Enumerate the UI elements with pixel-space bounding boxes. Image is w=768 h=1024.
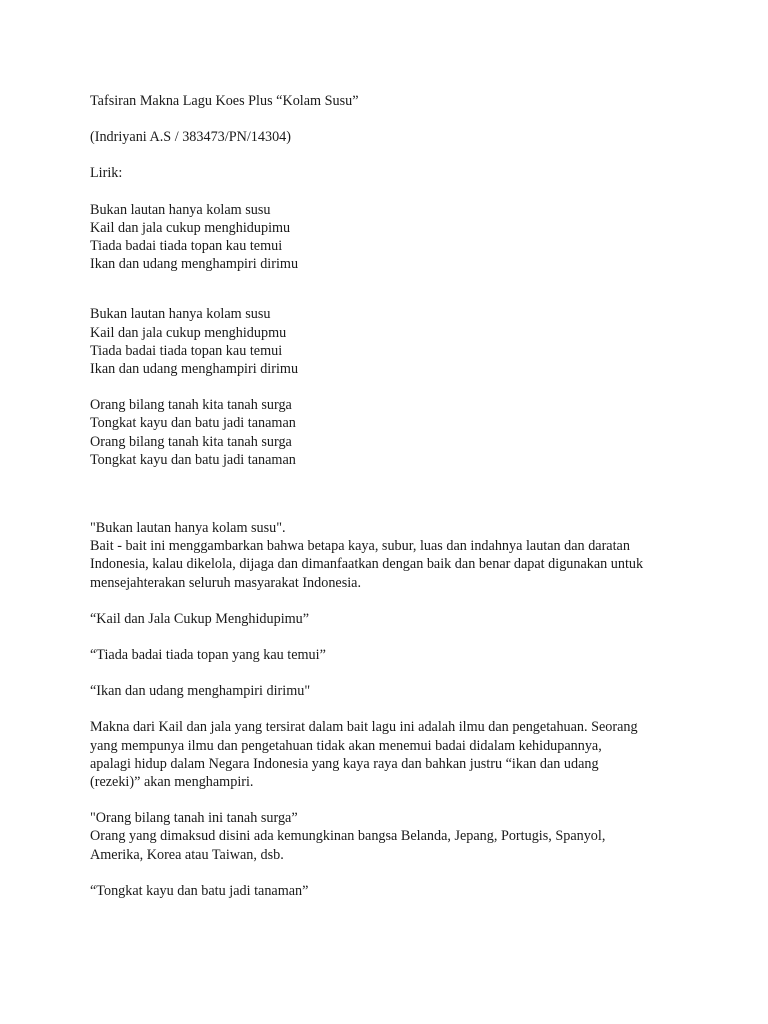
lyric-line: Ikan dan udang menghampiri dirimu <box>90 256 299 273</box>
paragraph-line: (rezeki)” akan menghampiri. <box>90 774 254 791</box>
lyric-line: Tongkat kayu dan batu jadi tanaman <box>90 451 296 468</box>
lyrics-verse-3 <box>90 396 730 469</box>
paragraph-line: Indonesia, kalau dikelola, dijaga dan dimanfaatkan dengan baik dan benar dapat digunakan untuk <box>90 556 644 573</box>
author-line: (Indriyani A.S / 383473/PN/14304) <box>90 129 291 146</box>
document-title: Tafsiran Makna Lagu Koes Plus “Kolam Susu” <box>90 93 359 109</box>
lyric-line: Tiada badai tiada topan kau temui <box>90 238 283 255</box>
lyric-line: Orang bilang tanah kita tanah surga <box>90 397 292 414</box>
section-quote: “Tongkat kayu dan batu jadi tanaman” <box>90 882 309 899</box>
section-quote: “Ikan dan udang menghampiri dirimu" <box>90 683 311 700</box>
section-quote: “Kail dan Jala Cukup Menghidupimu” <box>90 610 310 627</box>
section-quote: "Orang bilang tanah ini tanah surga” <box>90 810 298 827</box>
interpretation-section-2 <box>90 718 730 791</box>
paragraph-line: Bait - bait ini menggambarkan bahwa betapa kaya, subur, luas dan indahnya lautan dan daratan <box>90 538 630 555</box>
interpretation-section-3 <box>90 809 730 864</box>
interpretation-section-1 <box>90 519 730 592</box>
lyrics-label: Lirik: <box>90 165 123 182</box>
lyric-line: Kail dan jala cukup menghidupmu <box>90 324 287 341</box>
paragraph-line: yang mempunya ilmu dan pengetahuan tidak akan menemui badai didalam kehidupannya, <box>90 737 602 754</box>
paragraph-line: Orang yang dimaksud disini ada kemungkinan bangsa Belanda, Jepang, Portugis, Spanyol, <box>90 828 606 845</box>
lyric-line: Tiada badai tiada topan kau temui <box>90 342 283 359</box>
lyrics-verse-2 <box>90 305 730 378</box>
paragraph-line: mensejahterakan seluruh masyarakat Indonesia. <box>90 574 362 591</box>
lyric-line: Orang bilang tanah kita tanah surga <box>90 433 292 450</box>
lyric-line: Bukan lautan hanya kolam susu <box>90 201 271 218</box>
paragraph-line: Amerika, Korea atau Taiwan, dsb. <box>90 846 284 863</box>
lyric-line: Bukan lautan hanya kolam susu <box>90 306 271 323</box>
section-quote: “Tiada badai tiada topan yang kau temui” <box>90 647 326 664</box>
paragraph-line: apalagi hidup dalam Negara Indonesia yang kaya raya dan bahkan justru “ikan dan udang <box>90 755 599 772</box>
document-page <box>90 92 730 900</box>
paragraph-line: Makna dari Kail dan jala yang tersirat dalam bait lagu ini adalah ilmu dan pengetahuan. Seorang <box>90 719 638 736</box>
lyric-line: Kail dan jala cukup menghidupimu <box>90 219 291 236</box>
lyrics-verse-1 <box>90 201 730 274</box>
section-quote: "Bukan lautan hanya kolam susu". <box>90 520 286 537</box>
lyric-line: Tongkat kayu dan batu jadi tanaman <box>90 415 296 432</box>
lyric-line: Ikan dan udang menghampiri dirimu <box>90 361 299 378</box>
